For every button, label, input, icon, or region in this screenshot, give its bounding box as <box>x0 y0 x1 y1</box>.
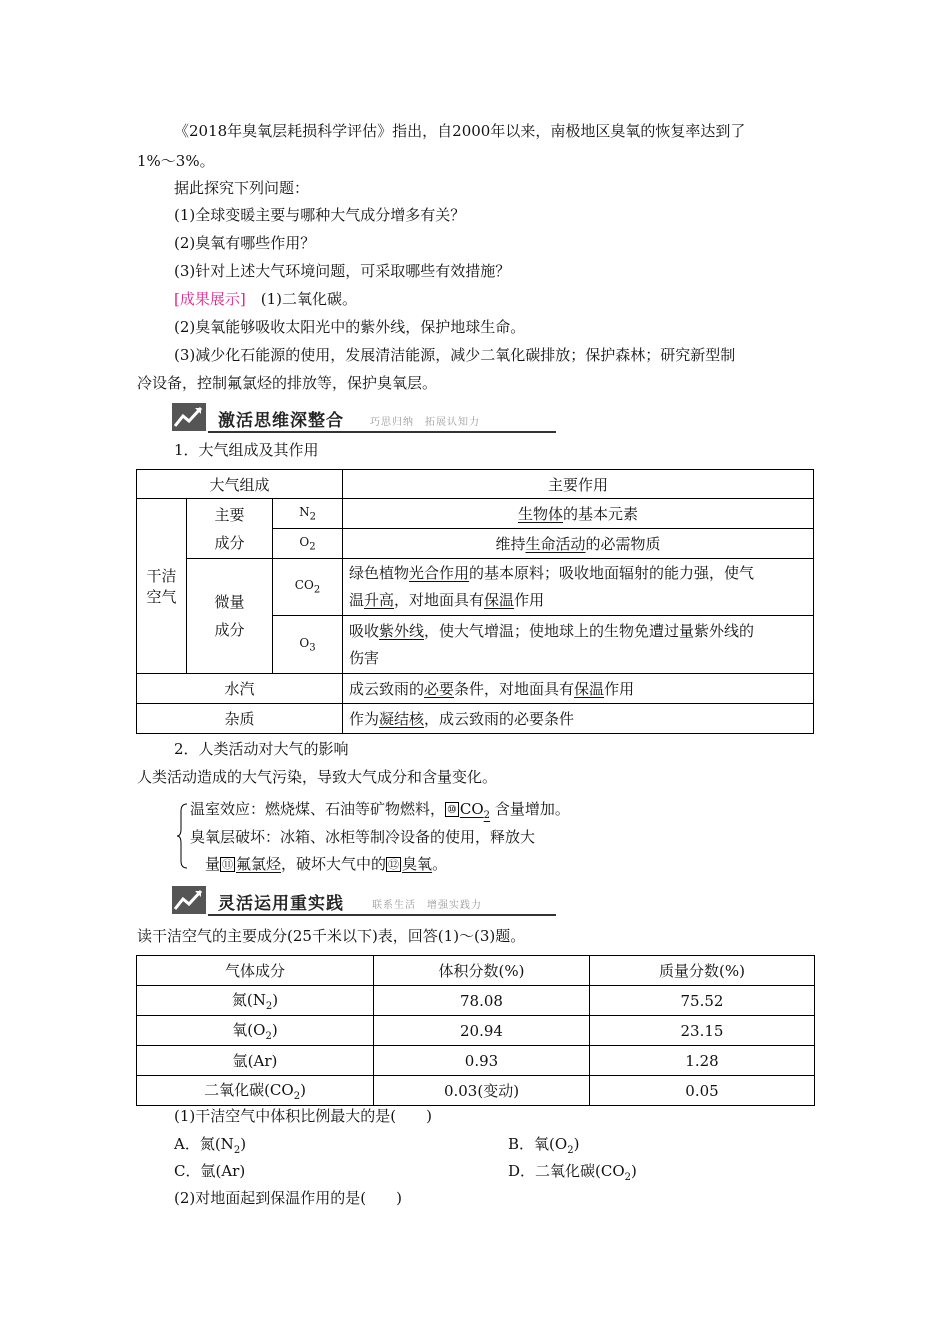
intro-prompt: 据此探究下列问题： <box>174 179 310 197</box>
left-brace <box>176 803 188 869</box>
n2-cell: $N_2$ <box>273 499 343 529</box>
vapor-cell: 水汽 <box>137 674 343 704</box>
answer-1: [成果展示] (1)二氧化碳。 <box>174 290 357 308</box>
impurity-role: 作为凝结核，成云致雨的必要条件 <box>343 704 814 734</box>
atmosphere-composition-table <box>136 469 814 734</box>
question-1: (1)全球变暖主要与哪种大气成分增多有关？ <box>174 206 466 224</box>
dry-air-cell: 干洁 空气 <box>137 499 187 674</box>
ozone-depletion-line-1: 臭氧层破坏：冰箱、冰柜等制冷设备的使用，释放大 <box>190 828 536 846</box>
banner-subtitle: 联系生活 增强实践力 <box>372 900 482 911</box>
option-c: C．氩(Ar) <box>174 1162 246 1180</box>
banner-title: 灵活运用重实践 <box>218 894 344 914</box>
header-gas: 气体成分 <box>137 956 374 986</box>
table-row: 氩(Ar) 0.93 1.28 <box>137 1046 815 1076</box>
answer-3-line-1: (3)减少化石能源的使用，发展清洁能源，减少二氧化碳排放；保护森林；研究新型制 <box>174 346 736 364</box>
header-mass: 质量分数(%) <box>590 956 815 986</box>
header-role: 主要作用 <box>343 470 814 499</box>
dry-air-components-table <box>136 955 815 1106</box>
n2-role: 生物体的基本元素 <box>343 499 814 529</box>
intro-line-1: 《2018年臭氧层耗损科学评估》指出，自2000年以来，南极地区臭氧的恢复率达到了 <box>174 122 746 140</box>
co2-role: 绿色植物光合作用的基本原料；吸收地面辐射的能力强，使气 温升高，对地面具有保温作用 <box>343 559 814 616</box>
header-volume: 体积分数(%) <box>374 956 590 986</box>
intro-line-2: 1%～3%。 <box>137 152 215 170</box>
table-row: 氮$(N_2)$ 78.08 75.52 <box>137 986 815 1016</box>
vapor-role: 成云致雨的必要条件，对地面具有保温作用 <box>343 674 814 704</box>
section-3-intro: 读干洁空气的主要成分(25千米以下)表，回答(1)～(3)题。 <box>137 927 526 945</box>
o2-role: 维持生命活动的必需物质 <box>343 529 814 559</box>
trace-components-cell: 微量 成分 <box>187 559 273 674</box>
o2-cell: $O_2$ <box>273 529 343 559</box>
table-row: 二氧化碳$(CO_2)$ 0.03(变动) 0.05 <box>137 1076 815 1106</box>
option-b: B．氧$(O_2)$ <box>508 1135 580 1156</box>
question-3: (3)针对上述大气环境问题，可采取哪些有效措施？ <box>174 262 511 280</box>
o3-cell: $O_3$ <box>273 616 343 674</box>
ozone-depletion-line-2: 量 ⑪ 氟氯烃，破坏大气中的 ⑫ 臭氧。 <box>205 855 448 873</box>
answer-2: (2)臭氧能够吸收太阳光中的紫外线，保护地球生命。 <box>174 318 526 336</box>
section-banner-integration <box>170 401 556 435</box>
header-composition: 大气组成 <box>137 470 343 499</box>
exercise-question-1: (1)干洁空气中体积比例最大的是( ) <box>174 1107 432 1125</box>
trend-chart-icon <box>172 403 206 431</box>
co2-cell: $CO_2$ <box>273 559 343 616</box>
question-2: (2)臭氧有哪些作用？ <box>174 234 316 252</box>
banner-rule <box>208 431 556 433</box>
o3-role: 吸收紫外线，使大气增温；使地球上的生物免遭过量紫外线的 伤害 <box>343 616 814 674</box>
section-1-heading: 1．大气组成及其作用 <box>174 441 319 459</box>
option-d: D．二氧化碳$(CO_2)$ <box>508 1162 637 1183</box>
section-2-heading: 2．人类活动对大气的影响 <box>174 740 349 758</box>
trend-chart-icon <box>172 886 206 914</box>
section-2-line: 人类活动造成的大气污染，导致大气成分和含量变化。 <box>137 768 498 786</box>
banner-title: 激活思维深整合 <box>218 411 344 431</box>
section-banner-practice <box>170 884 556 918</box>
exercise-question-2: (2)对地面起到保温作用的是( ) <box>174 1189 402 1207</box>
table-row: 氧$(O_2)$ 20.94 23.15 <box>137 1016 815 1046</box>
result-tag: [成果展示] <box>174 290 246 308</box>
impurity-cell: 杂质 <box>137 704 343 734</box>
main-components-cell: 主要 成分 <box>187 499 273 559</box>
banner-subtitle: 巧思归纳 拓展认知力 <box>370 417 480 428</box>
banner-rule <box>208 914 556 916</box>
greenhouse-effect-line: 温室效应：燃烧煤、石油等矿物燃料， ⑩ $CO_2$ 含量增加。 <box>190 800 570 821</box>
option-a: A．氮$(N_2)$ <box>174 1135 247 1156</box>
answer-3-line-2: 冷设备，控制氟氯烃的排放等，保护臭氧层。 <box>137 374 438 392</box>
